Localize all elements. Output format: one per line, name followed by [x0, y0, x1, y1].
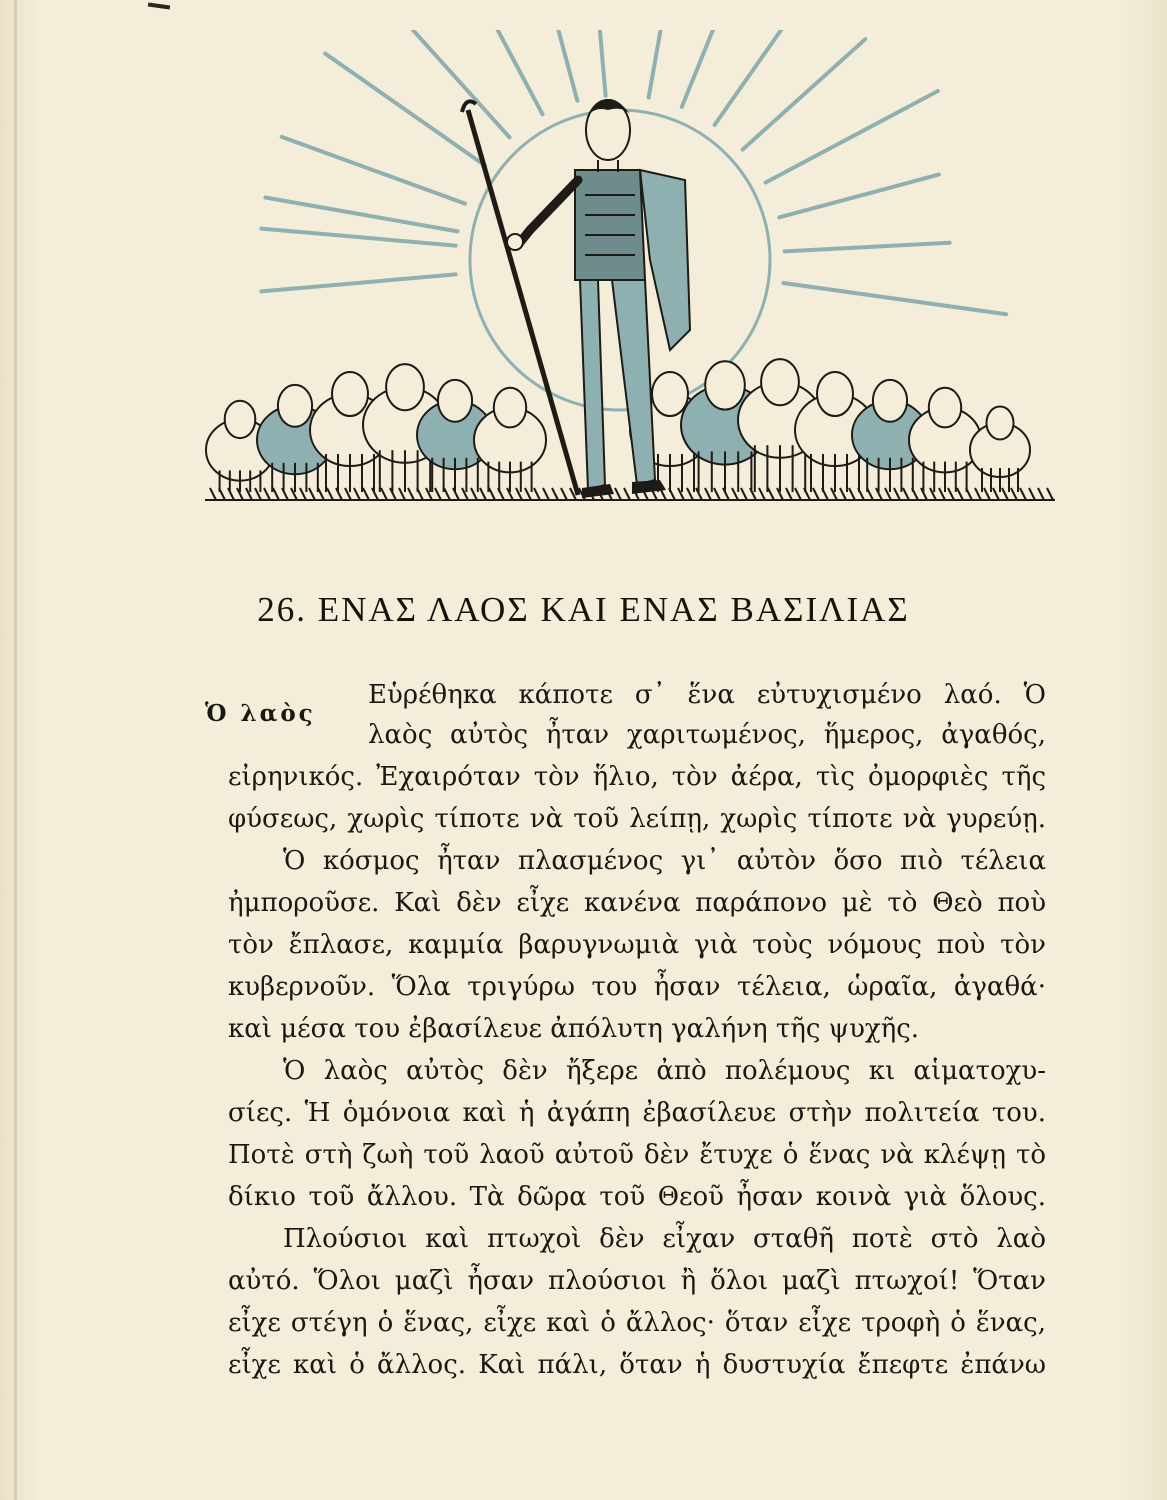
text-line: Ὁ λαὸς αὐτὸς δὲν ἤξερε ἀπὸ πολέμους κι αἱματοχυ- — [283, 1056, 1046, 1086]
page-edge-shadow — [14, 0, 17, 1500]
text-line: εἰρηνικός. Ἐχαιρόταν τὸν ἥλιο, τὸν ἀέρα, τὶς ὀμορφιὲς τῆς — [228, 762, 1046, 792]
text-line: αὐτό. Ὅλοι μαζὶ ἦσαν πλούσιοι ἢ ὅλοι μαζὶ πτωχοί! Ὅταν — [228, 1266, 1046, 1296]
sheep — [970, 407, 1030, 493]
sheep — [909, 388, 981, 492]
text-line: ἠμποροῦσε. Καὶ δὲν εἶχε κανένα παράπονο μὲ τὸ Θεὸ ποὺ — [228, 888, 1046, 918]
sun-ray — [265, 197, 457, 231]
text-line: εἶχε στέγη ὁ ἕνας, εἶχε καὶ ὁ ἄλλος· ὅταν εἶχε τροφὴ ὁ ἕνας, — [228, 1308, 1046, 1338]
text-line: Ποτὲ στὴ ζωὴ τοῦ λαοῦ αὐτοῦ δὲν ἔτυχε ὁ ἕνας νὰ κλέψῃ τὸ — [228, 1140, 1046, 1170]
sun-ray — [282, 137, 465, 204]
sun-ray — [586, 30, 606, 96]
text-line: Πλούσιοι καὶ πτωχοὶ δὲν εἶχαν σταθῆ ποτὲ στὸ λαὸ — [283, 1224, 1046, 1254]
text-line: κυβερνοῦν. Ὅλα τριγύρω του ἦσαν τέλεια, ὡραῖα, ἀγαθά· — [228, 972, 1046, 1002]
sun-ray — [783, 283, 1006, 314]
sun-ray — [261, 274, 455, 291]
shepherd-with-flock-illustration — [200, 30, 1060, 510]
margin-heading: Ὁ λαὸς — [205, 700, 316, 727]
text-line: φύσεως, χωρὶς τίποτε νὰ τοῦ λείπῃ, χωρὶς τίποτε νὰ γυρεύῃ. — [228, 804, 1046, 834]
sun-ray — [779, 175, 938, 218]
text-line: εἶχε καὶ ὁ ἄλλος. Καὶ πάλι, ὅταν ἡ δυστυχία ἔπεφτε ἐπάνω — [228, 1350, 1046, 1380]
sheep-flock — [206, 359, 1030, 492]
sheep — [474, 388, 546, 492]
sun-ray — [535, 30, 578, 101]
sun-ray — [399, 30, 509, 137]
text-line: Ὁ κόσμος ἦταν πλασμένος γι᾽ αὐτὸν ὅσο πιὸ τέλεια — [283, 846, 1046, 876]
text-line: τὸν ἔπλασε, καμμία βαρυγνωμιὰ γιὰ τοὺς νόμους ποὺ τὸν — [228, 930, 1046, 960]
sun-ray — [649, 30, 688, 98]
text-line: καὶ μέσα του ἐβασίλευε ἀπόλυτη γαλήνη τῆς ψυχῆς. — [228, 1014, 920, 1044]
text-line: σίες. Ἡ ὁμόνοια καὶ ἡ ἀγάπη ἐβασίλευε στὴν πολιτεία του. — [228, 1098, 1046, 1128]
sun-ray — [785, 243, 950, 252]
text-line: Εὑρέθηκα κάποτε σ᾽ ἕνα εὐτυχισμένο λαό. Ὁ — [368, 680, 1046, 710]
sun-ray — [715, 30, 827, 125]
sun-ray — [261, 229, 455, 246]
text-line: λαὸς αὐτὸς ἦταν χαριτωμένος, ἥμερος, ἀγαθός, — [368, 720, 1046, 750]
chapter-title: 26. ΕΝΑΣ ΛΑΟΣ ΚΑΙ ΕΝΑΣ ΒΑΣΙΛΙΑΣ — [257, 590, 910, 629]
ink-mark — [148, 2, 170, 9]
text-line: δίκιο τοῦ ἄλλου. Τὰ δῶρα τοῦ Θεοῦ ἦσαν κοινὰ γιὰ ὅλους. — [228, 1182, 1046, 1212]
